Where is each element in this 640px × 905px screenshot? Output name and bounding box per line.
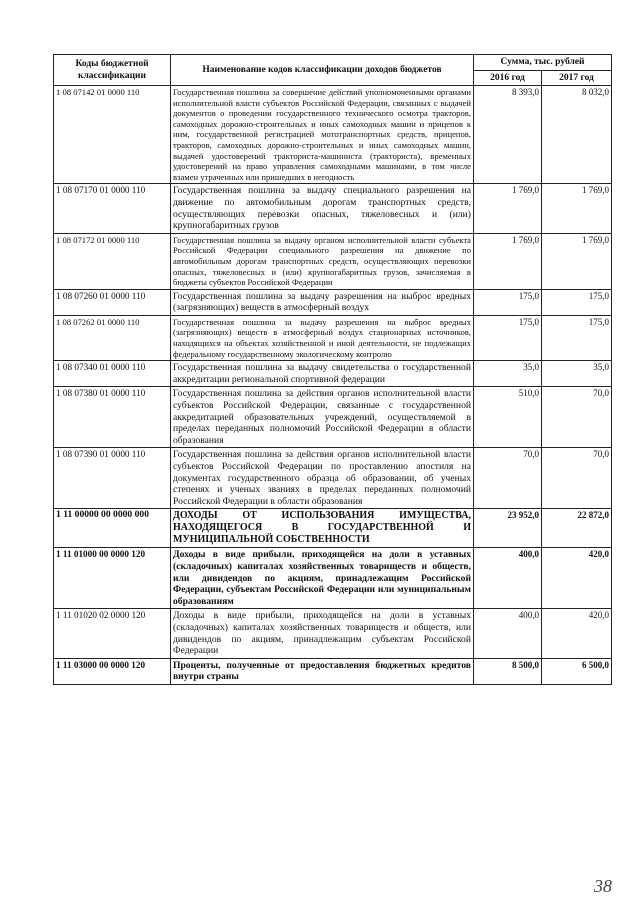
table-row (54, 86, 612, 184)
row-code: 1 08 07340 01 0000 110 (54, 361, 171, 387)
table-row (54, 609, 612, 658)
row-value-2016: 175,0 (474, 289, 542, 315)
row-name: Государственная пошлина за выдачу разрешения на выброс вредных (загрязняющих) веществ в атмосферный воздух (171, 289, 474, 315)
header-name: Наименование кодов классификации доходов бюджетов (171, 55, 474, 86)
row-code: 1 11 01020 02 0000 120 (54, 609, 171, 658)
table-row (54, 315, 612, 360)
row-value-2016: 400,0 (474, 548, 542, 609)
row-name: Проценты, полученные от предоставления бюджетных кредитов внутри страны (171, 658, 474, 684)
row-value-2017: 8 032,0 (542, 86, 612, 184)
row-name: Государственная пошлина за действия органов исполнительной власти субъектов Российской Федерации по проставлению апостиля на документах государственного образца об образовании, об ученых степенях и ученых званиях в пределах переданных полномочий Российской Федерации в области образования (171, 448, 474, 509)
row-value-2016: 8 393,0 (474, 86, 542, 184)
table-row (54, 361, 612, 387)
row-value-2016: 8 500,0 (474, 658, 542, 684)
row-name: Государственная пошлина за выдачу разрешения на выброс вредных (загрязняющих) веществ в атмосферный воздух стационарных источников, находящихся на объектах хозяйственной и иной деятельности, не подлежащих федеральному государственному экологическому контролю (171, 315, 474, 360)
budget-revenue-table (53, 54, 612, 685)
header-code: Коды бюджетной классификации (54, 55, 171, 86)
header-year-2016: 2016 год (474, 70, 542, 86)
row-code: 1 11 03000 00 0000 120 (54, 658, 171, 684)
row-value-2016: 175,0 (474, 315, 542, 360)
table-header-row (54, 55, 612, 71)
row-code: 1 08 07170 01 0000 110 (54, 184, 171, 233)
row-value-2017: 175,0 (542, 289, 612, 315)
table-row (54, 233, 612, 289)
row-code: 1 08 07172 01 0000 110 (54, 233, 171, 289)
row-value-2016: 70,0 (474, 448, 542, 509)
row-code: 1 08 07142 01 0000 110 (54, 86, 171, 184)
table-row-section (54, 509, 612, 548)
header-year-2017: 2017 год (542, 70, 612, 86)
row-value-2017: 420,0 (542, 548, 612, 609)
header-sum: Сумма, тыс. рублей (474, 55, 612, 71)
row-name: Государственная пошлина за выдачу органом исполнительной власти субъекта Российской Федерации специального разрешения на движение по автомобильным дорогам транспортных средств, осуществляющих перевозки опасных, тяжеловесных и (или) крупногабаритных грузов, зачисляемая в бюджеты субъектов Российской Федерации (171, 233, 474, 289)
row-code: 1 08 07262 01 0000 110 (54, 315, 171, 360)
row-value-2017: 35,0 (542, 361, 612, 387)
row-value-2017: 22 872,0 (542, 509, 612, 548)
row-name: Государственная пошлина за выдачу свидетельства о государственной аккредитации региональной спортивной федерации (171, 361, 474, 387)
table-row (54, 184, 612, 233)
row-code: 1 11 01000 00 0000 120 (54, 548, 171, 609)
row-code: 1 08 07260 01 0000 110 (54, 289, 171, 315)
table-row (54, 289, 612, 315)
row-name: Доходы в виде прибыли, приходящейся на доли в уставных (складочных) капиталах хозяйственных товариществ и обществ, или дивидендов по акциям, принадлежащим субъектам Российской Федерации (171, 609, 474, 658)
row-value-2016: 400,0 (474, 609, 542, 658)
row-name: Государственная пошлина за совершение действий уполномоченными органами исполнительной власти субъектов Российской Федерации, связанных с выдачей документов о проведении государственного технического осмотра тракторов, самоходных дорожно-строительных и иных самоходных машин и прицепов к ним, государственной регистрацией мототранспортных средств, прицепов, тракторов, самоходных дорожно-строительных и иных самоходных машин, выдачей удостоверений тракториста-машиниста (тракториста), временных удостоверений на право управления самоходными машинами, в том числе взамен утраченных или пришедших в негодность (171, 86, 474, 184)
row-name: Государственная пошлина за действия органов исполнительной власти субъектов Российской Федерации, связанные с государственной аккредитацией образовательных учреждений, осуществляемой в пределах переданных полномочий Российской Федерации в области образования (171, 387, 474, 448)
row-value-2017: 1 769,0 (542, 233, 612, 289)
row-name: ДОХОДЫ ОТ ИСПОЛЬЗОВАНИЯ ИМУЩЕСТВА, НАХОДЯЩЕГОСЯ В ГОСУДАРСТВЕННОЙ И МУНИЦИПАЛЬНОЙ СОБСТВЕННОСТИ (171, 509, 474, 548)
table-row-subsection (54, 548, 612, 609)
row-value-2016: 510,0 (474, 387, 542, 448)
row-value-2017: 70,0 (542, 448, 612, 509)
row-code: 1 08 07380 01 0000 110 (54, 387, 171, 448)
page-number: 38 (594, 876, 612, 896)
row-value-2017: 70,0 (542, 387, 612, 448)
row-value-2017: 1 769,0 (542, 184, 612, 233)
table-row-subsection (54, 658, 612, 684)
row-value-2016: 23 952,0 (474, 509, 542, 548)
table-row (54, 387, 612, 448)
row-name: Доходы в виде прибыли, приходящейся на доли в уставных (складочных) капиталах хозяйственных товариществ и обществ, или дивидендов по акциям, принадлежащим Российской Федерации, субъектам Российской Федерации или муниципальным образованиям (171, 548, 474, 609)
row-code: 1 08 07390 01 0000 110 (54, 448, 171, 509)
row-value-2017: 6 500,0 (542, 658, 612, 684)
row-code: 1 11 00000 00 0000 000 (54, 509, 171, 548)
table-row (54, 448, 612, 509)
row-value-2017: 420,0 (542, 609, 612, 658)
row-value-2016: 1 769,0 (474, 184, 542, 233)
row-value-2017: 175,0 (542, 315, 612, 360)
row-name: Государственная пошлина за выдачу специального разрешения на движение по автомобильным дорогам транспортных средств, осуществляющих перевозки опасных, тяжеловесных и (или) крупногабаритных грузов (171, 184, 474, 233)
row-value-2016: 1 769,0 (474, 233, 542, 289)
row-value-2016: 35,0 (474, 361, 542, 387)
